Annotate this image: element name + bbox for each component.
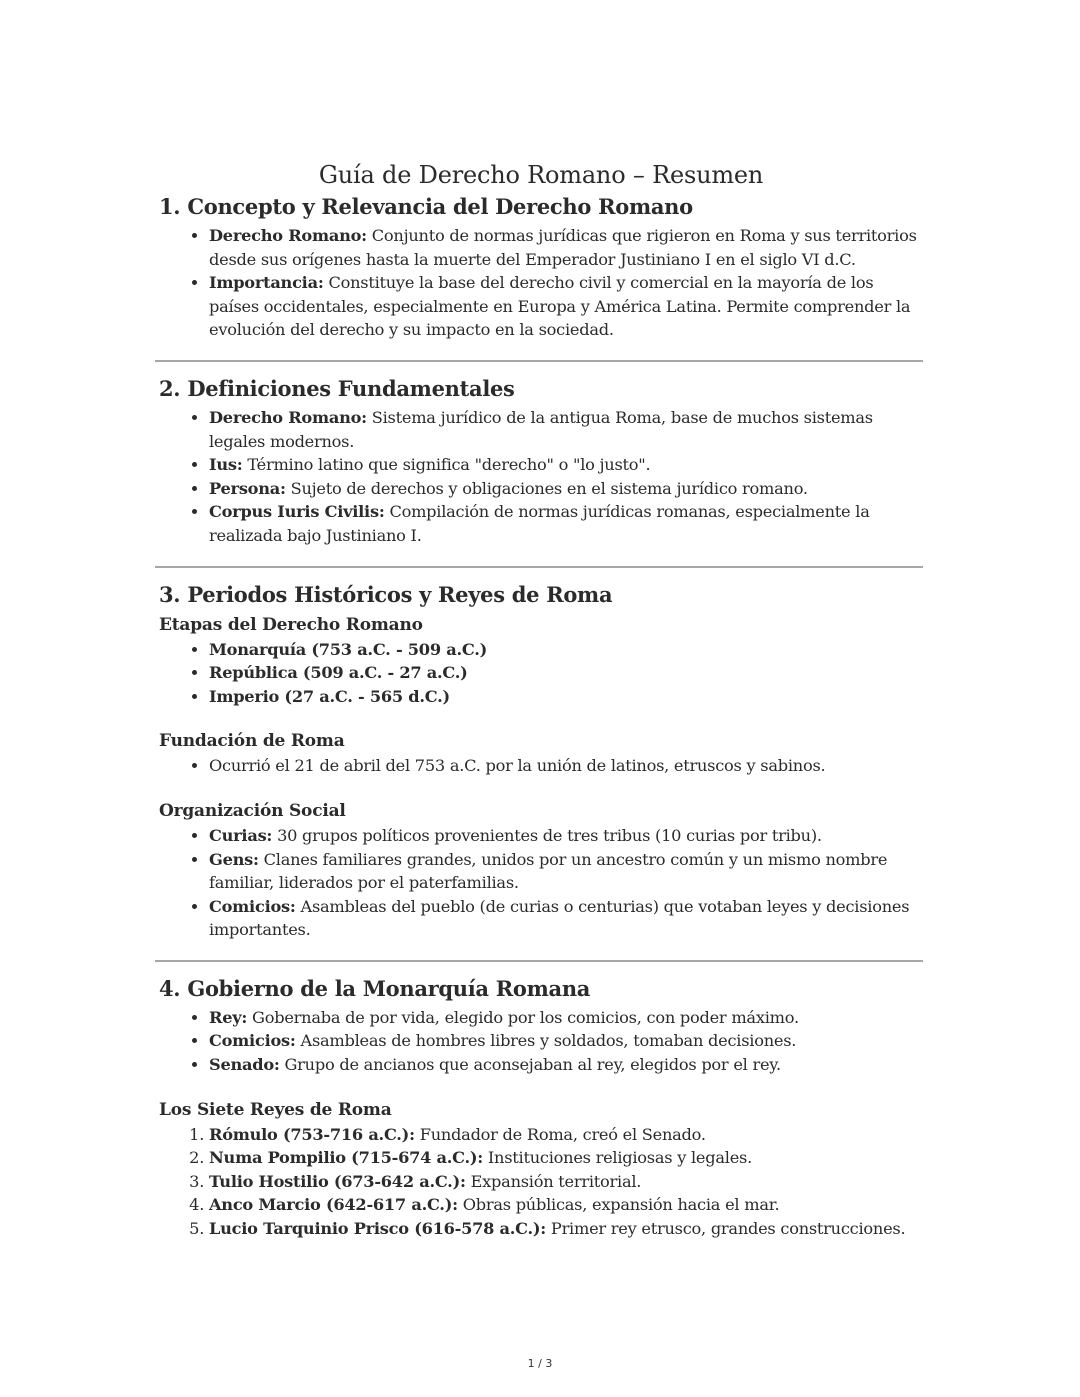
list-item (209, 824, 923, 848)
list-item (209, 1146, 923, 1170)
definition: Gobernaba de por vida, elegido por los comicios, con poder máximo. (247, 1007, 799, 1027)
term: Rey: (209, 1007, 248, 1027)
section-divider (155, 960, 923, 962)
section-heading: 1. Concepto y Relevancia del Derecho Romano (159, 194, 693, 219)
term: Comicios: (209, 1031, 296, 1051)
concepto-list (159, 224, 923, 342)
list-item: • Ocurrió el 21 de abril del 753 a.C. por la unión de latinos, etruscos y sabinos. (209, 754, 923, 778)
term: Gens: (209, 849, 259, 869)
list-item (209, 1006, 923, 1030)
list-item (209, 1193, 923, 1217)
gobierno-list (159, 1006, 923, 1077)
definition: Grupo de ancianos que aconsejaban al rey, elegidos por el rey. (279, 1055, 781, 1075)
list-item (209, 1170, 923, 1194)
section-periodos (159, 580, 923, 942)
definition: Constituye la base del derecho civil y comercial en la mayoría de los países occidentales, especialmente en Europa y América Latina. Permite comprender la evolución del derecho y su impacto en la sociedad. (209, 273, 911, 340)
king-name: Tulio Hostilio (673-642 a.C.): (209, 1171, 466, 1191)
term: Ius: (209, 455, 243, 475)
section-heading: 4. Gobierno de la Monarquía Romana (159, 975, 591, 1001)
definition: Término latino que significa "derecho" o "lo justo". (242, 455, 651, 475)
list-item (209, 1217, 923, 1241)
list-item (209, 685, 923, 709)
term: Senado: (209, 1055, 280, 1075)
definition: Sujeto de derechos y obligaciones en el sistema jurídico romano. (285, 478, 808, 498)
list-item (209, 406, 923, 453)
list-item (209, 895, 923, 942)
list-item (209, 224, 923, 271)
term: Importancia: (209, 273, 324, 293)
description: Obras públicas, expansión hacia el mar. (457, 1195, 780, 1215)
term: Corpus Iuris Civilis: (209, 502, 385, 522)
king-name: Lucio Tarquinio Prisco (616-578 a.C.): (209, 1219, 547, 1239)
list-item (209, 638, 923, 662)
description: Instituciones religiosas y legales. (483, 1148, 752, 1168)
list-item (209, 477, 923, 501)
organizacion-list (159, 824, 923, 942)
list-item (209, 661, 923, 685)
section-concepto (159, 192, 923, 342)
section-heading: 2. Definiciones Fundamentales (159, 375, 515, 401)
definition: Compilación de normas jurídicas romanas, especialmente la realizada bajo Justiniano I. (209, 502, 870, 545)
document-page (159, 158, 923, 1241)
etapa: República (509 a.C. - 27 a.C.) (209, 663, 468, 683)
description: Expansión territorial. (465, 1171, 642, 1191)
definition: Asambleas de hombres libres y soldados, tomaban decisiones. (295, 1031, 797, 1051)
term: Comicios: (209, 896, 296, 916)
king-name: Numa Pompilio (715-674 a.C.): (209, 1148, 484, 1168)
subsection-heading: Los Siete Reyes de Roma (159, 1099, 392, 1120)
definition: Sistema jurídico de la antigua Roma, base de muchos sistemas legales modernos. (209, 407, 873, 451)
section-divider (155, 360, 923, 362)
king-name: Rómulo (753-716 a.C.): (209, 1124, 415, 1144)
document-title: Guía de Derecho Romano – Resumen (318, 161, 764, 189)
king-name: Anco Marcio (642-617 a.C.): (209, 1195, 458, 1215)
section-gobierno (159, 974, 923, 1241)
definition: 30 grupos políticos provenientes de tres tribus (10 curias por tribu). (272, 825, 822, 845)
list-item (209, 1029, 923, 1053)
section-divider (155, 566, 923, 568)
list-item (209, 1053, 923, 1077)
term: Persona: (209, 478, 286, 498)
reyes-list (159, 1123, 923, 1241)
definition: Asambleas del pueblo (de curias o centurias) que votaban leyes y decisiones importantes. (209, 896, 910, 940)
list-item (209, 1123, 923, 1147)
list-item (209, 453, 923, 477)
definition: Clanes familiares grandes, unidos por un ancestro común y un mismo nombre familiar, liderados por el paterfamilias. (209, 849, 888, 893)
subsection-heading: Fundación de Roma (159, 731, 345, 752)
description: Fundador de Roma, creó el Senado. (414, 1124, 706, 1144)
term: Derecho Romano: (209, 407, 367, 427)
section-definiciones (159, 374, 923, 548)
description: Primer rey etrusco, grandes construcciones. (546, 1219, 906, 1239)
subsection-heading: Etapas del Derecho Romano (159, 614, 423, 635)
etapas-list (159, 638, 923, 709)
term: Curias: (209, 825, 273, 845)
fundacion-list (159, 754, 923, 778)
list-item (209, 848, 923, 895)
page-indicator: 1 / 3 (527, 1357, 553, 1370)
definition: Conjunto de normas jurídicas que rigieron en Roma y sus territorios desde sus orígenes hasta la muerte del Emperador Justiniano I en el siglo VI d.C. (209, 226, 917, 269)
etapa: Imperio (27 a.C. - 565 d.C.) (209, 686, 450, 706)
list-item (209, 500, 923, 547)
etapa: Monarquía (753 a.C. - 509 a.C.) (209, 639, 487, 659)
term: Derecho Romano: (209, 226, 367, 245)
definiciones-list (159, 406, 923, 548)
subsection-heading: Organización Social (159, 800, 346, 821)
list-item (209, 271, 923, 342)
section-heading: 3. Periodos Históricos y Reyes de Roma (159, 581, 613, 607)
